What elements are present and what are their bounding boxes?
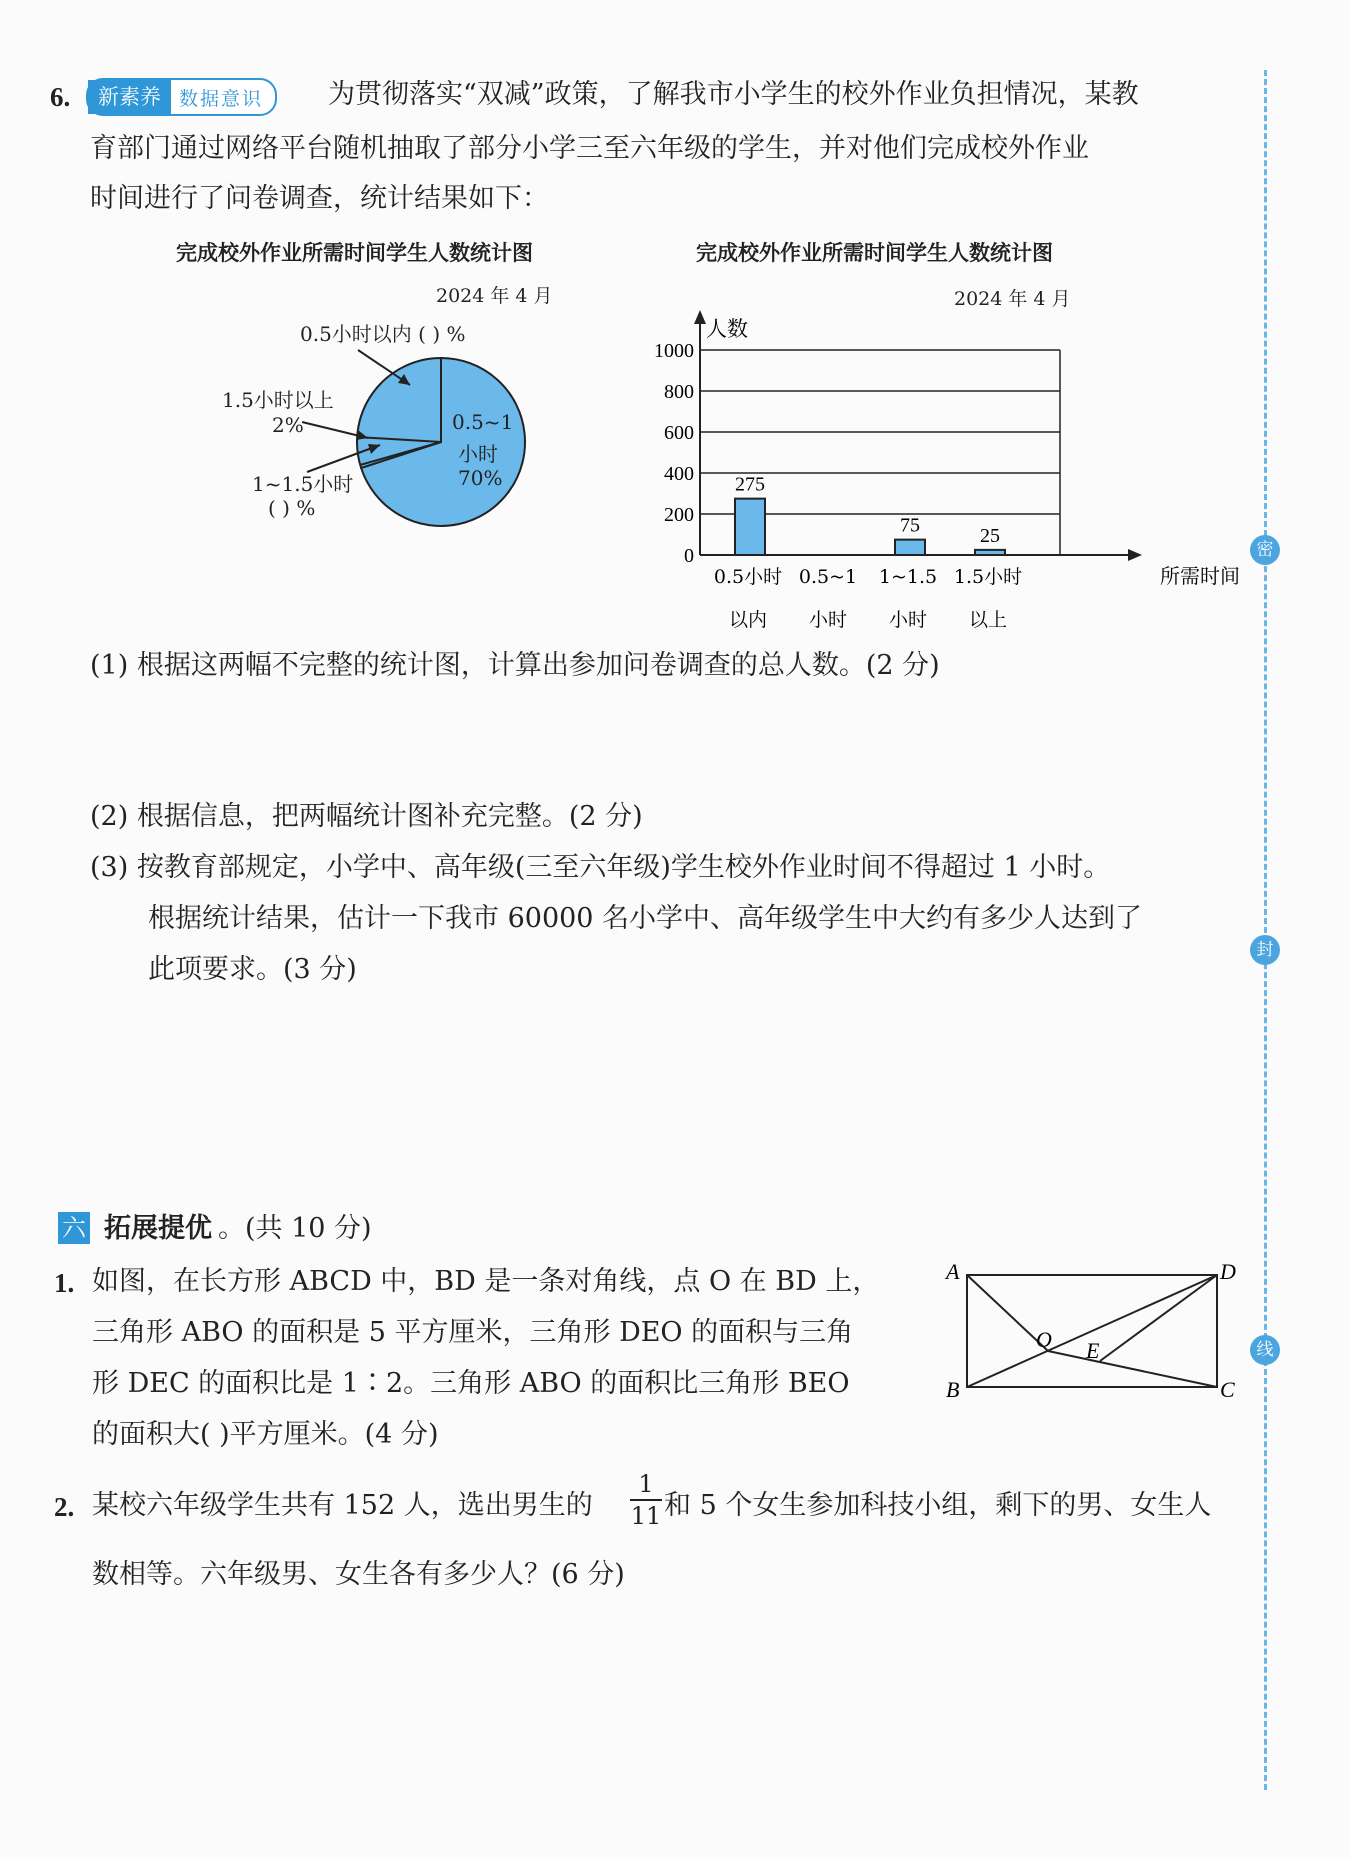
y-tick-label: 600 [664, 422, 694, 444]
pie-label-0.5-1h-unit: 小时 [458, 442, 498, 466]
pie-label-1-1.5h-value: ( ) % [268, 496, 316, 520]
segment-oc [1048, 1351, 1217, 1387]
x-tick-label-line2: 以上 [968, 609, 1008, 631]
bar-chart-date: 2024 年 4 月 [954, 288, 1071, 310]
pie-chart-title: 完成校外作业所需时间学生人数统计图 [176, 241, 533, 265]
pie-label-1.5h-name: 1.5小时以上 [222, 388, 334, 412]
x-tick-label-line2: 小时 [888, 609, 928, 631]
fraction-one-eleventh [630, 1472, 662, 1528]
bar-chart [630, 310, 1240, 631]
y-tick-label: 800 [664, 381, 694, 403]
x-tick-label: 0.5小时 [713, 566, 783, 588]
pie-label-1-1.5h-name: 1~1.5小时 [252, 472, 354, 496]
pie-label-0.5-1h-name: 0.5~1 [452, 410, 514, 434]
fraction-denominator: 11 [630, 1502, 662, 1530]
label-e: E [1086, 1338, 1100, 1363]
x-tick-label-line2: 小时 [808, 609, 848, 631]
q6-text-line1: 为贯彻落实“双减”政策，了解我市小学生的校外作业负担情况，某教 [328, 79, 1139, 110]
bar-value-label: 275 [735, 473, 765, 496]
problem-number-2: 2. [54, 1492, 75, 1522]
badge-main-label: 新素养 [88, 80, 171, 114]
seal-mark-1: 密 [1250, 535, 1280, 565]
segment-de-b [967, 1361, 1100, 1387]
p1-line2: 三角形 ABO 的面积是 5 平方厘米，三角形 DEO 的面积与三角 [92, 1317, 854, 1348]
p1-line4: 的面积大( )平方厘米。(4 分) [92, 1419, 439, 1450]
x-tick-label: 0.5~1 [798, 566, 858, 588]
bar [735, 499, 765, 555]
y-axis-arrow [694, 310, 706, 324]
question-number: 6. [50, 82, 71, 112]
label-a: A [946, 1259, 960, 1284]
p1-line3: 形 DEC 的面积比是 1∶2。三角形 ABO 的面积比三角形 BEO [92, 1368, 850, 1399]
seal-mark-3: 线 [1250, 1335, 1280, 1365]
section-title: 拓展提优 [104, 1213, 212, 1244]
q6-text-line3: 时间进行了问卷调查，统计结果如下： [90, 183, 549, 214]
q6-sub3-line3: 此项要求。(3 分) [148, 954, 357, 985]
q6-sub1: (1) 根据这两幅不完整的统计图，计算出参加问卷调查的总人数。(2 分) [90, 650, 940, 681]
fraction-numerator: 1 [638, 1470, 654, 1498]
label-b: B [946, 1377, 960, 1402]
y-tick-label: 200 [664, 504, 694, 526]
new-literacy-badge [86, 78, 277, 116]
section-score: 。(共 10 分) [218, 1213, 372, 1244]
bar [895, 540, 925, 555]
p2-line1-part1: 某校六年级学生共有 152 人，选出男生的 [92, 1490, 593, 1521]
bar-value-label: 25 [980, 524, 1000, 547]
pie-label-0.5-1h-value: 70% [458, 466, 503, 490]
y-tick-label: 1000 [654, 340, 694, 362]
q6-sub2: (2) 根据信息，把两幅统计图补充完整。(2 分) [90, 801, 643, 832]
y-axis-label: 人数 [706, 317, 748, 341]
segment-ed [1100, 1275, 1217, 1361]
label-c: C [1220, 1377, 1235, 1402]
pie-label-0.5h: 0.5小时以内 ( ) % [300, 322, 466, 346]
rectangle-figure [940, 1255, 1240, 1405]
y-tick-label: 400 [664, 463, 694, 485]
problem-number-1: 1. [54, 1268, 75, 1298]
pie-label-1.5h-value: 2% [272, 413, 304, 437]
binding-line [1264, 70, 1267, 1790]
bar-value-label: 75 [900, 514, 920, 537]
q6-sub3-line2: 根据统计结果，估计一下我市 60000 名小学中、高年级学生中大约有多少人达到了 [148, 903, 1143, 934]
label-o: O [1036, 1327, 1052, 1352]
x-tick-label: 1.5小时 [953, 566, 1023, 588]
p1-line1: 如图，在长方形 ABCD 中，BD 是一条对角线，点 O 在 BD 上， [92, 1266, 880, 1297]
bar [975, 550, 1005, 555]
p2-line1-part2: 和 5 个女生参加科技小组，剩下的男、女生人 [664, 1490, 1212, 1521]
label-d: D [1220, 1259, 1236, 1284]
x-axis-label: 所需时间 [1160, 564, 1240, 588]
q6-text-line2: 育部门通过网络平台随机抽取了部分小学三至六年级的学生，并对他们完成校外作业 [90, 133, 1089, 164]
y-tick-label: 0 [684, 545, 694, 567]
diagonal-bd [967, 1275, 1217, 1387]
x-tick-label-line2: 以内 [728, 609, 768, 631]
badge-sub-label: 数据意识 [179, 87, 264, 110]
seal-mark-2: 封 [1250, 935, 1280, 965]
pie-chart-date: 2024 年 4 月 [436, 285, 553, 307]
section-number-icon: 六 [58, 1212, 90, 1244]
bar-chart-title: 完成校外作业所需时间学生人数统计图 [696, 241, 1053, 265]
p2-line2: 数相等。六年级男、女生各有多少人？(6 分) [92, 1559, 625, 1590]
x-tick-label: 1~1.5 [878, 566, 938, 588]
x-axis-arrow [1128, 549, 1142, 561]
q6-sub3-line1: (3) 按教育部规定，小学中、高年级(三至六年级)学生校外作业时间不得超过 1 小时。 [90, 852, 1111, 883]
